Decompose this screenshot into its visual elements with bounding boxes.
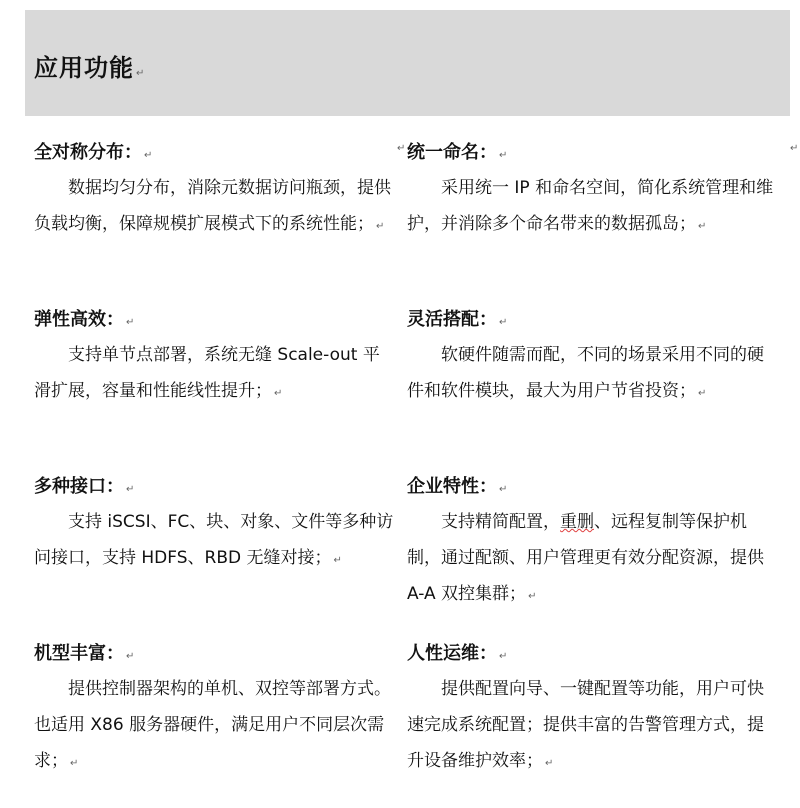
feature-title-text: 企业特性： bbox=[407, 476, 497, 497]
feature-body bbox=[34, 170, 396, 245]
feature-title bbox=[407, 307, 780, 333]
paragraph-mark-icon: ↵ bbox=[126, 317, 135, 328]
paragraph-mark-icon: ↵ bbox=[499, 484, 508, 495]
paragraph-mark-icon: ↵ bbox=[126, 651, 135, 662]
paragraph-mark-icon: ↵ bbox=[499, 317, 508, 328]
feature-title bbox=[407, 641, 780, 667]
page-title bbox=[34, 48, 145, 83]
feature-title bbox=[34, 140, 396, 166]
section-header bbox=[25, 10, 790, 116]
feature-body bbox=[407, 170, 780, 245]
feature-body bbox=[34, 504, 396, 579]
feature-title bbox=[407, 474, 780, 500]
feature-body-text: 支持精简配置， bbox=[441, 512, 560, 532]
feature-body bbox=[407, 671, 780, 782]
left-column bbox=[34, 140, 396, 808]
feature-body-text: 软硬件随需而配，不同的场景采用不同的硬件和软件模块，最大为用户节省投资； bbox=[407, 345, 764, 401]
paragraph-mark-icon: ↵ bbox=[528, 591, 537, 602]
paragraph-mark-icon: ↵ bbox=[136, 68, 146, 79]
feature-section bbox=[34, 641, 396, 808]
feature-title bbox=[34, 474, 396, 500]
paragraph-mark-icon: ↵ bbox=[698, 388, 707, 399]
paragraph-mark-icon: ↵ bbox=[790, 143, 799, 154]
feature-body-text: 提供配置向导、一键配置等功能，用户可快速完成系统配置；提供丰富的告警管理方式，提升设备维护效率； bbox=[407, 679, 764, 771]
feature-section bbox=[34, 474, 396, 641]
paragraph-mark-icon: ↵ bbox=[397, 143, 406, 154]
paragraph-mark-icon: ↵ bbox=[70, 758, 79, 769]
feature-body-text: 数据均匀分布，消除元数据访问瓶颈，提供负载均衡，保障规模扩展模式下的系统性能； bbox=[34, 178, 391, 234]
paragraph-mark-icon: ↵ bbox=[274, 388, 283, 399]
spellcheck-underlined-word: 重删 bbox=[560, 512, 594, 532]
feature-section bbox=[407, 140, 780, 307]
paragraph-mark-icon: ↵ bbox=[499, 651, 508, 662]
feature-title-text: 人性运维： bbox=[407, 643, 497, 664]
feature-body-text: 、远程复制等保护机制，通过配额、用户管理更有效分配资源，提供 A-A 双控集群； bbox=[407, 512, 764, 604]
feature-section bbox=[34, 307, 396, 474]
paragraph-mark-icon: ↵ bbox=[376, 221, 385, 232]
paragraph-mark-icon: ↵ bbox=[499, 150, 508, 161]
feature-section bbox=[407, 474, 780, 641]
feature-body-text: 提供控制器架构的单机、双控等部署方式。也适用 X86 服务器硬件，满足用户不同层次需求； bbox=[34, 679, 391, 771]
feature-title-text: 统一命名： bbox=[407, 142, 497, 163]
feature-title-text: 机型丰富： bbox=[34, 643, 124, 664]
paragraph-mark-icon: ↵ bbox=[333, 555, 342, 566]
feature-title-text: 灵活搭配： bbox=[407, 309, 497, 330]
feature-title bbox=[407, 140, 780, 166]
feature-body bbox=[34, 671, 396, 782]
feature-body bbox=[34, 337, 396, 412]
page-title-text: 应用功能 bbox=[34, 54, 134, 82]
feature-title-text: 弹性高效： bbox=[34, 309, 124, 330]
right-column bbox=[407, 140, 780, 808]
feature-body-text: 支持 iSCSI、FC、块、对象、文件等多种访问接口，支持 HDFS、RBD 无缝对接； bbox=[34, 512, 394, 568]
feature-body bbox=[407, 337, 780, 412]
feature-section bbox=[407, 307, 780, 474]
feature-title bbox=[34, 307, 396, 333]
paragraph-mark-icon: ↵ bbox=[144, 150, 153, 161]
feature-body bbox=[407, 504, 780, 615]
paragraph-mark-icon: ↵ bbox=[126, 484, 135, 495]
feature-section bbox=[407, 641, 780, 808]
feature-title bbox=[34, 641, 396, 667]
feature-body-text: 支持单节点部署，系统无缝 Scale-out 平滑扩展，容量和性能线性提升； bbox=[34, 345, 380, 401]
feature-body-text: 采用统一 IP 和命名空间，简化系统管理和维护，并消除多个命名带来的数据孤岛； bbox=[407, 178, 774, 234]
feature-title-text: 全对称分布： bbox=[34, 142, 142, 163]
feature-section bbox=[34, 140, 396, 307]
paragraph-mark-icon: ↵ bbox=[698, 221, 707, 232]
feature-title-text: 多种接口： bbox=[34, 476, 124, 497]
paragraph-mark-icon: ↵ bbox=[545, 758, 554, 769]
